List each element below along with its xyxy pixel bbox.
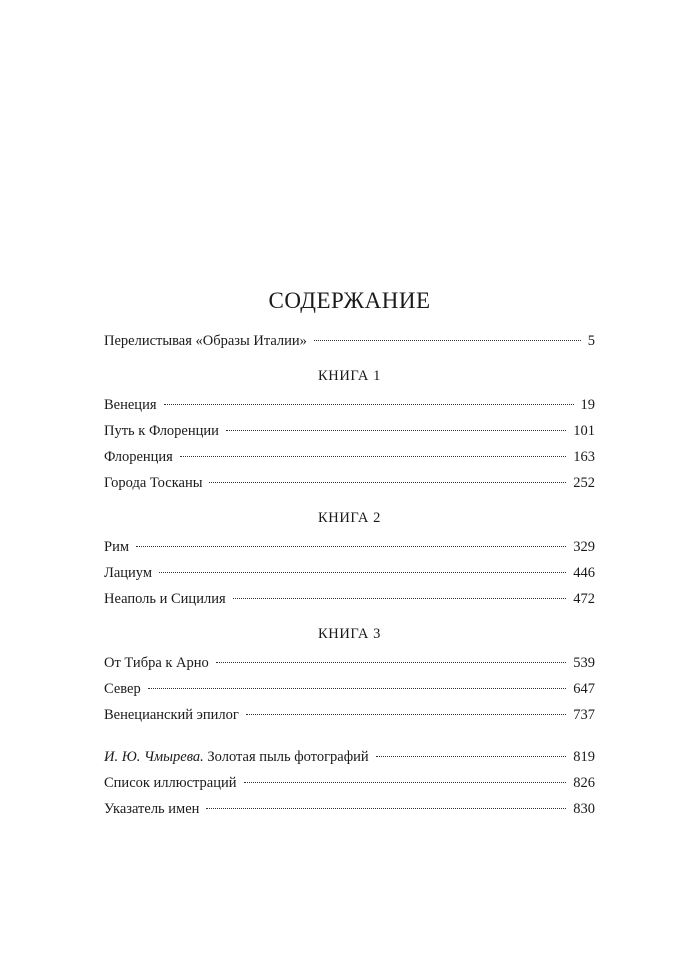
toc-entry-essay[interactable] — [104, 744, 595, 770]
toc-entry[interactable] — [104, 650, 595, 676]
toc-entry[interactable] — [104, 702, 595, 728]
entry-label: Венеция — [104, 397, 157, 413]
table-of-contents — [104, 284, 595, 822]
dot-leader — [180, 456, 566, 457]
toc-entry[interactable] — [104, 470, 595, 496]
entry-label: Лациум — [104, 565, 153, 581]
entry-page-number: 472 — [573, 591, 595, 607]
toc-entry[interactable] — [104, 586, 595, 612]
book-3-heading: КНИГА 3 — [318, 626, 381, 642]
entry-page-number: 647 — [573, 681, 595, 697]
essay-title: Золотая пыль фотографий — [207, 749, 369, 765]
entry-label: Путь к Флоренции — [104, 423, 219, 439]
spacer — [104, 728, 595, 744]
entry-page-number: 539 — [573, 655, 595, 671]
toc-entry[interactable] — [104, 444, 595, 470]
essay-author: И. Ю. Чмырева. — [104, 749, 204, 765]
toc-title: СОДЕРЖАНИЕ — [268, 288, 431, 313]
entry-label: Венецианский эпилог — [104, 707, 239, 723]
dot-leader — [148, 688, 567, 689]
dot-leader — [216, 662, 566, 663]
entry-label: Города Тосканы — [104, 475, 203, 491]
entry-page-number: 5 — [587, 333, 595, 349]
dot-leader — [233, 598, 567, 599]
toc-entry[interactable] — [104, 392, 595, 418]
entry-page-number: 830 — [573, 801, 595, 817]
dot-leader — [206, 808, 566, 809]
toc-entry[interactable] — [104, 418, 595, 444]
dot-leader — [136, 546, 566, 547]
entry-label — [104, 744, 373, 770]
dot-leader — [209, 482, 566, 483]
entry-page-number: 163 — [573, 449, 595, 465]
entry-page-number: 819 — [573, 749, 595, 765]
entry-page-number: 19 — [580, 397, 595, 413]
entry-page-number: 101 — [573, 423, 595, 439]
dot-leader — [159, 572, 566, 573]
entry-label: Список иллюстраций — [104, 775, 237, 791]
entry-label: Указатель имен — [104, 801, 200, 817]
entry-page-number: 826 — [573, 775, 595, 791]
entry-label: От Тибра к Арно — [104, 655, 209, 671]
entry-page-number: 446 — [573, 565, 595, 581]
toc-entry[interactable] — [104, 770, 595, 796]
dot-leader — [376, 756, 567, 757]
entry-label: Рим — [104, 539, 129, 555]
book-1-heading: КНИГА 1 — [318, 368, 381, 384]
toc-entry[interactable] — [104, 676, 595, 702]
dot-leader — [244, 782, 567, 783]
dot-leader — [314, 340, 581, 341]
book-2-heading: КНИГА 2 — [318, 510, 381, 526]
toc-entry[interactable] — [104, 534, 595, 560]
toc-entry-intro[interactable] — [104, 328, 595, 354]
entry-label: Север — [104, 681, 141, 697]
entry-page-number: 737 — [573, 707, 595, 723]
dot-leader — [164, 404, 574, 405]
entry-label: Флоренция — [104, 449, 173, 465]
entry-label: Перелистывая «Образы Италии» — [104, 333, 307, 349]
toc-entry[interactable] — [104, 796, 595, 822]
dot-leader — [226, 430, 566, 431]
toc-entry[interactable] — [104, 560, 595, 586]
entry-label: Неаполь и Сицилия — [104, 591, 226, 607]
entry-page-number: 252 — [573, 475, 595, 491]
dot-leader — [246, 714, 566, 715]
entry-page-number: 329 — [573, 539, 595, 555]
